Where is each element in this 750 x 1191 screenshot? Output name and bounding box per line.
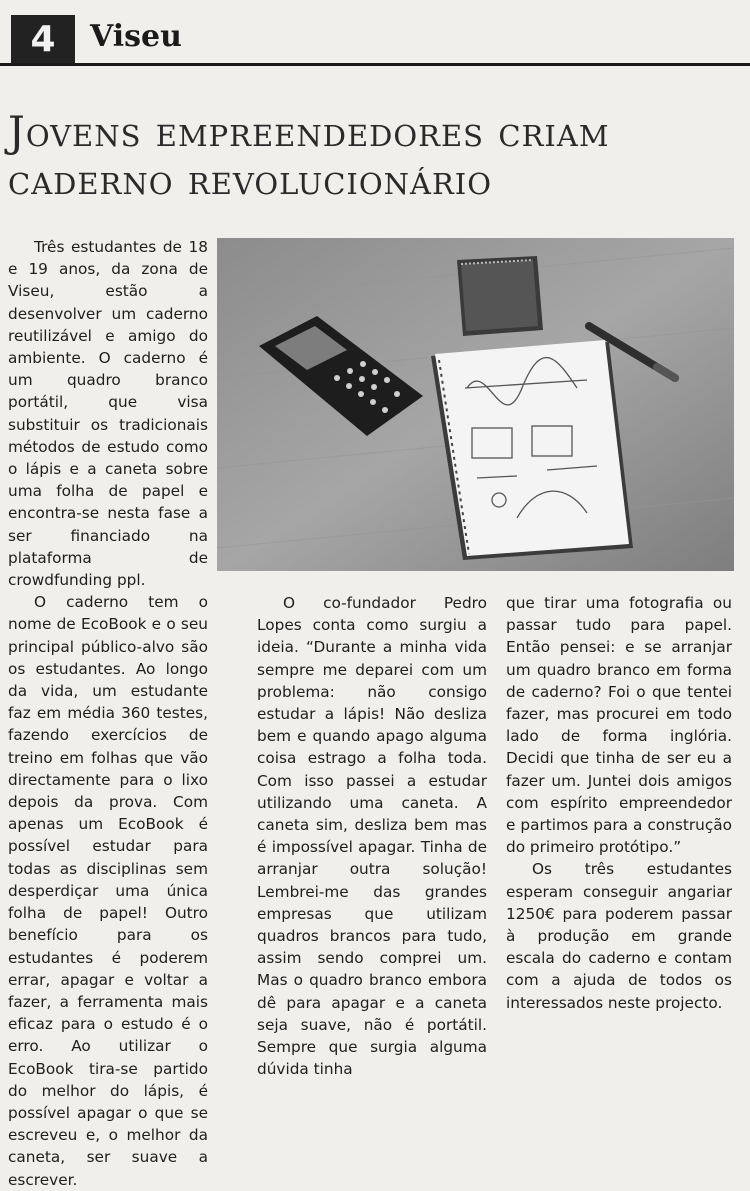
article-column-1	[8, 236, 208, 1191]
paragraph: que tirar uma fotografia ou passar tudo para papel. Então pensei: e se arranjar um quadro branco em forma de caderno? Foi o que tentei fazer, mas procurei em todo lado de forma inglória. Decidi que tinha de ser eu a fazer um. Juntei dois amigos com espírito empreendedor e partimos para a construção do primeiro protótipo.”	[506, 594, 732, 857]
notepad-icon	[457, 256, 543, 336]
article-photo	[217, 238, 734, 571]
page-header	[0, 0, 750, 66]
photo-illustration	[217, 238, 734, 571]
paragraph: Três estudantes de 18 e 19 anos, da zona de Viseu, estão a desenvolver um caderno reutilizável e amigo do ambiente. O caderno é um quadro branco portátil, que visa substituir os tradicionais métodos de estudo como o lápis e a caneta sobre uma folha de papel e encontra-se nesta fase a ser financiado na plataforma de crowdfunding ppl.	[8, 238, 208, 590]
header-rule	[0, 63, 750, 66]
notebook-icon	[431, 340, 633, 560]
article-column-2	[257, 592, 487, 1080]
headline-line-2: caderno revolucionário	[8, 155, 493, 204]
section-title: Viseu	[90, 19, 182, 54]
paragraph: O co-fundador Pedro Lopes conta como surgiu a ideia. “Durante a minha vida sempre me deparei com um problema: não consigo estudar a lápis! Não desliza bem e quando apago alguma coisa estrago a folha toda. Com isso passei a estudar utilizando uma caneta. A caneta sim, desliza bem mas é impossível apagar. Tinha de arranjar outra solução! Lembrei-me das grandes empresas que utilizam quadros brancos para tudo, assim sendo comprei um. Mas o quadro branco embora dê para apagar e a caneta seja suave, não é portátil. Sempre que surgia alguma dúvida tinha	[257, 594, 487, 1079]
paragraph: O caderno tem o nome de EcoBook e o seu principal público-alvo são os estudantes. Ao longo da vida, um estudante faz em média 360 testes, fazendo exercícios de treino em folhas que vão directamente para o lixo depois da prova. Com apenas um EcoBook é possível estudar para todas as disciplinas sem desperdiçar uma única folha de papel! Outro benefício para os estudantes é poderem errar, apagar e voltar a fazer, a ferramenta mais eficaz para o estudo é o erro. Ao utilizar o EcoBook tira-se partido do melhor do lápis, é possível apagar o que se escreveu e, o melhor da caneta, ser suave a escrever.	[8, 593, 208, 1189]
page-number-badge: 4	[11, 15, 75, 65]
article-headline	[8, 108, 743, 204]
headline-line-1: Jovens empreendedores criam	[8, 107, 610, 156]
article-column-3	[506, 592, 732, 1014]
paragraph: Os três estudantes esperam conseguir angariar 1250€ para poderem passar à produção em grande escala do caderno e contam com a ajuda de todos os interessados neste projecto.	[506, 860, 732, 1012]
